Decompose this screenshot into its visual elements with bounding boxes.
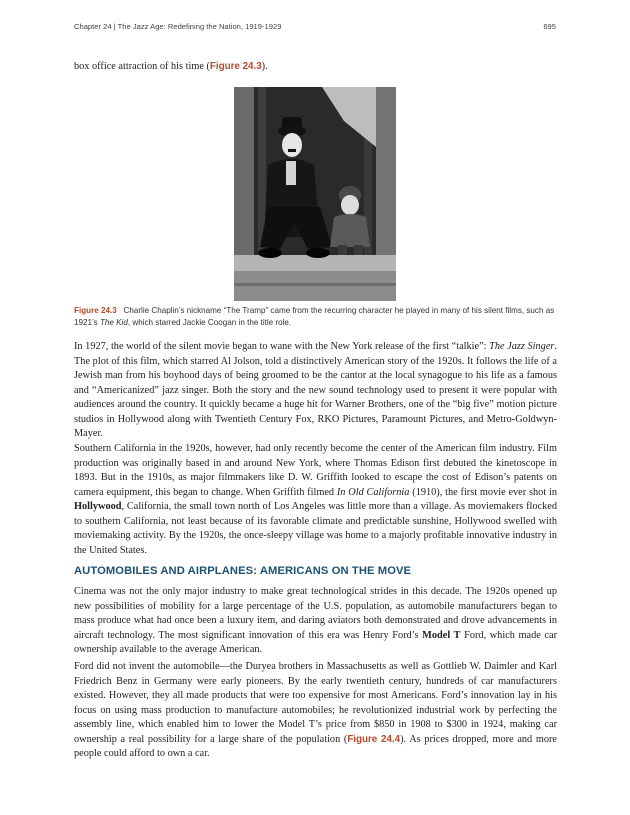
film-title: In Old California [336, 486, 410, 498]
caption-text: Charlie Chaplin’s nickname “The Tramp” came from the recurring character he played in many of his silent films, such as 1921’s [74, 306, 555, 327]
running-header [74, 22, 556, 31]
paragraph-text: Ford, which made car ownership available to the average American. [74, 629, 558, 655]
paragraph-text: Southern California in the 1920s, however, had only recently become the center of the American film industry. Film production was originally based in and around New York, where Thomas Edison first debuted the kinetoscope in 1893. But in the 1910s, as major filmmakers like D. W. Griffith looked to escape the cost of Edison’s patents on camera equipment, this began to change. When Griffith filmed [74, 443, 557, 498]
figure-link[interactable]: Figure 24.3 [209, 61, 262, 72]
chapter-title: Chapter 24 | The Jazz Age: Redefining the Nation, 1919-1929 [74, 22, 282, 31]
paragraph-text: ). As prices dropped, more and more people could afford to own a car. [74, 733, 557, 759]
intro-paragraph [74, 60, 557, 75]
paragraph-hollywood [74, 442, 557, 558]
paragraph-talkies [74, 340, 557, 442]
paragraph-text: In 1927, the world of the silent movie began to wane with the New York release of the first “talkie”: [74, 341, 490, 352]
key-term: Model T [422, 629, 461, 641]
paragraph-ford [74, 660, 557, 762]
intro-close: ). [261, 61, 268, 72]
paragraph-text: , California, the small town north of Los Angeles was little more than a village. As moviemakers flocked to southern California, not least because of its favorable climate and predictable sunshine, Hollywood swelled with moviemaking activity. By the 1920s, the once-sleepy village was home to a majorly profitable innovative industry in the United States. [74, 501, 557, 556]
paragraph-text: Ford did not invent the automobile—the Duryea brothers in Massachusetts as well as Gottlieb W. Daimler and Karl Friedrich Benz in Germany were early pioneers. By the early twentieth century, hundreds of car manufacturers existed. However, they all made products that were too expensive for most Americans. Ford’s innovation lay in his focus on using mass production to manufacture automobiles; he revolutionized industrial work by perfecting the assembly line, which enabled him to lower the Model T’s price from $850 in 1908 to $300 in 1924, making car ownership a real possibility for a large share of the population ( [74, 661, 557, 745]
figure-caption [74, 305, 557, 328]
section-heading: AUTOMOBILES AND AIRPLANES: AMERICANS ON THE MOVE [74, 565, 412, 577]
figure-label: Figure 24.3 [74, 306, 117, 315]
paragraph-cinema-mobility [74, 585, 557, 658]
figure-link[interactable]: Figure 24.4 [347, 733, 401, 745]
paragraph-text: (1910), the first movie ever shot in [409, 486, 557, 498]
intro-text: box office attraction of his time ( [74, 61, 210, 72]
caption-text-end: , which starred Jackie Coogan in the title role. [127, 317, 292, 327]
page-number: 695 [543, 22, 556, 31]
film-title: The Jazz Singer [489, 341, 555, 352]
caption-film-title: The Kid [99, 317, 128, 327]
figure-photo [234, 87, 396, 301]
chaplin-photo-illustration [234, 87, 396, 301]
paragraph-text: Cinema was not the only major industry to make great technological strides in this decade. The 1920s opened up new possibilities of mobility for a large percentage of the U.S. population, as automobile manufacturers began to mass produce what had once been a luxury item, and daring aviators both demonstrated and drove advancements in aircraft technology. The most significant innovation of this era was Henry Ford’s [74, 586, 557, 641]
paragraph-text: . The plot of this film, which starred Al Jolson, told a distinctively American story of the 1920s. It follows the life of a Jewish man from his boyhood days of being groomed to be the cantor at the local synagogue to his life as a famous and “Americanized” jazz singer. Both the story and the new sound technology used to present it were popular with audiences around the country. It quickly became a huge hit for Warner Brothers, one of the “big five” motion picture studios in Hollywood along with Twentieth Century Fox, RKO Pictures, Paramount Pictures, and Metro-Goldwyn-Mayer. [74, 341, 557, 439]
key-term: Hollywood [74, 501, 122, 512]
